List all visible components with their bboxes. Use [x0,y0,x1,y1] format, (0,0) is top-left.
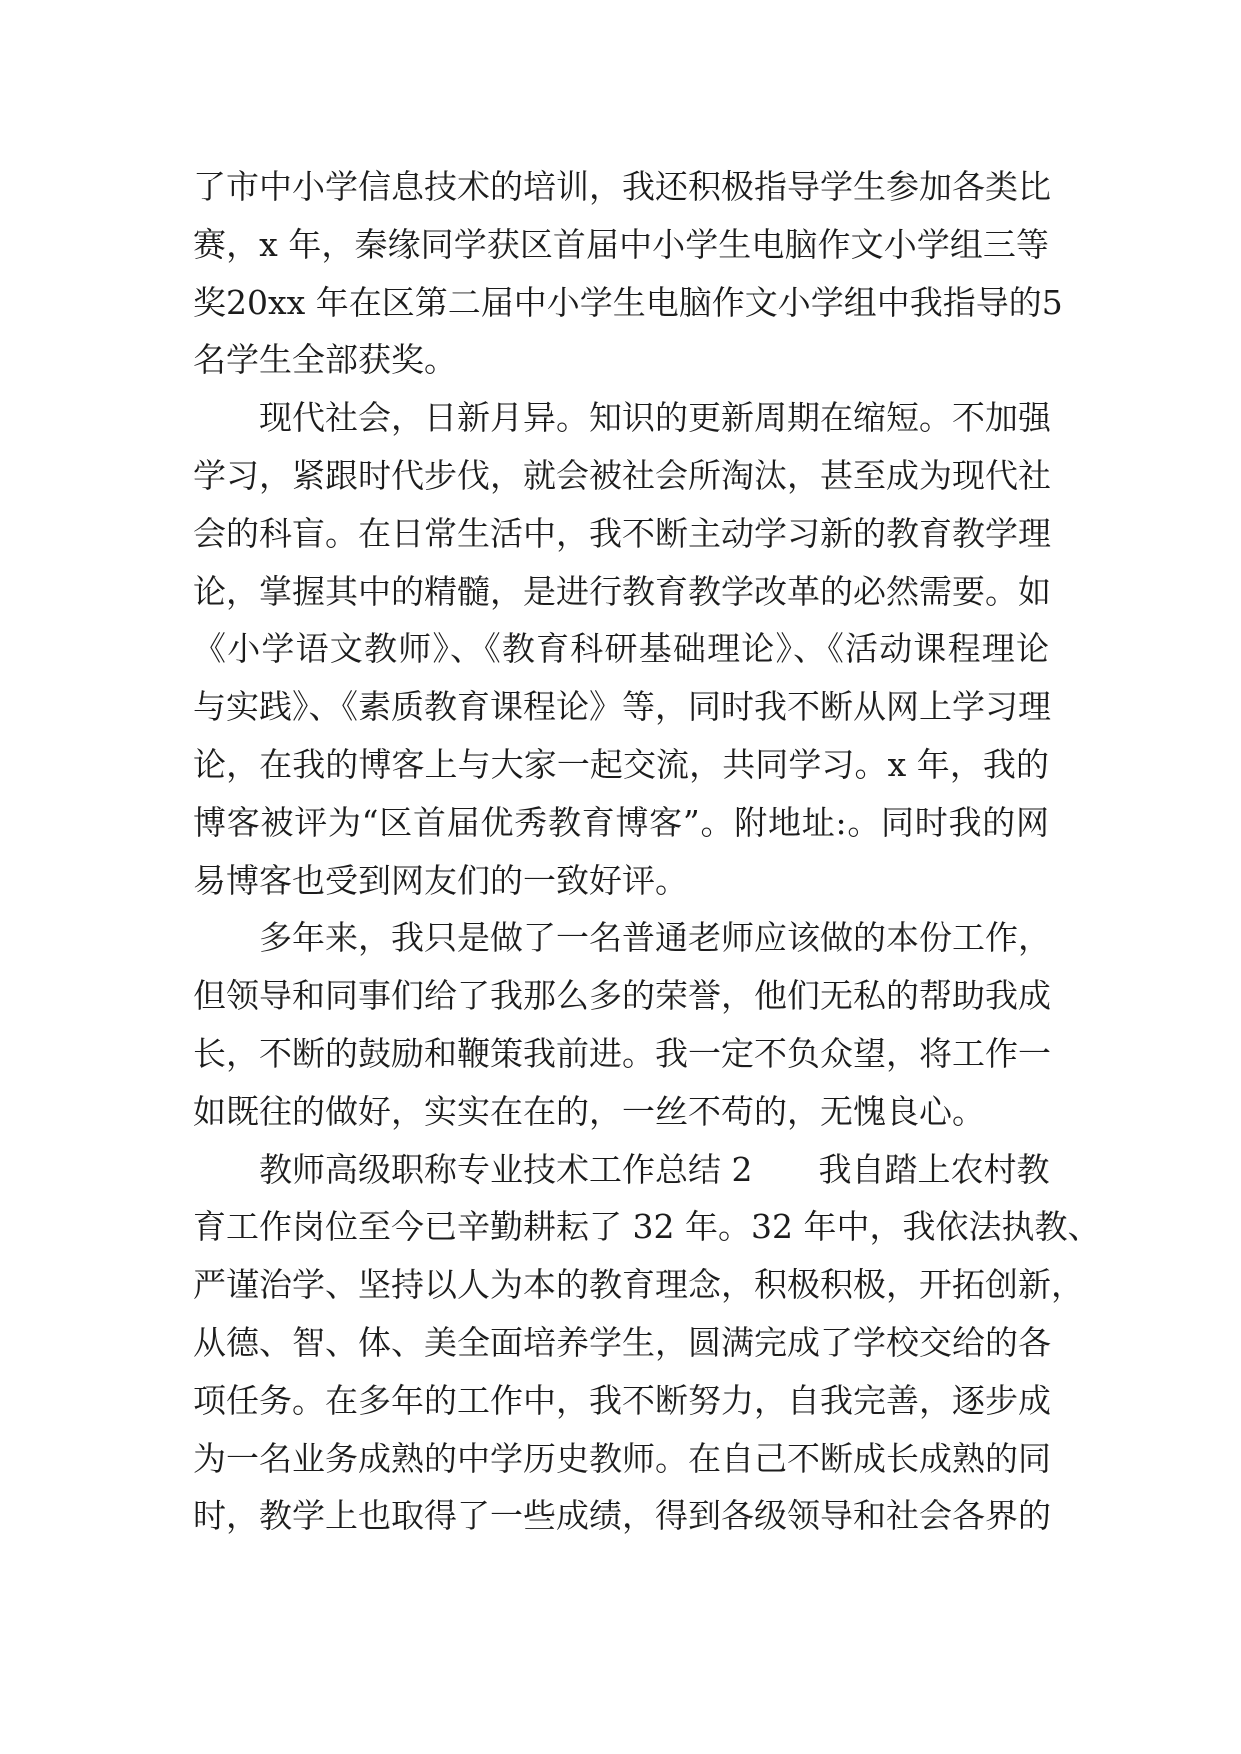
text-line: 论，掌握其中的精髓，是进行教育教学改革的必然需要。如 [193,571,1051,611]
text-line: 学习，紧跟时代步伐，就会被社会所淘汰，甚至成为现代社 [193,455,1051,495]
text-line: 但领导和同事们给了我那么多的荣誉，他们无私的帮助我成 [193,976,1051,1016]
text-line: 时，教学上也取得了一些成绩，得到各级领导和社会各界的 [193,1496,1051,1536]
text-line: 为一名业务成熟的中学历史教师。在自己不断成长成熟的同 [193,1438,1051,1478]
text-line: 如既往的做好，实实在在的，一丝不苟的，无愧良心。 [193,1091,985,1131]
text-line: 育工作岗位至今已辛勤耕耘了 32 年。32 年中，我依法执教、 [193,1207,1101,1247]
text-line: 论，在我的博客上与大家一起交流，共同学习。x 年，我的 [193,744,1049,784]
text-line: 会的科盲。在日常生活中，我不断主动学习新的教育教学理 [193,513,1051,553]
paragraph-first-line: 现代社会，日新月异。知识的更新周期在缩短。不加强 [259,398,1051,438]
paragraph-first-line: 多年来，我只是做了一名普通老师应该做的本份工作， [259,918,1051,958]
text-line: 博客被评为“区首届优秀教育博客”。附地址:。同时我的网 [193,802,1049,842]
text-line: 名学生全部获奖。 [193,340,457,380]
text-line: 项任务。在多年的工作中，我不断努力，自我完善，逐步成 [193,1380,1051,1420]
text-line: 了市中小学信息技术的培训，我还积极指导学生参加各类比 [193,167,1051,206]
text-line: 易博客也受到网友们的一致好评。 [193,860,688,900]
text-line: 从德、智、体、美全面培养学生，圆满完成了学校交给的各 [193,1322,1051,1362]
text-line: 长，不断的鼓励和鞭策我前进。我一定不负众望，将工作一 [193,1033,1051,1073]
text-line: 与实践》、《素质教育课程论》等，同时我不断从网上学习理 [193,687,1051,727]
section-heading-line: 教师高级职称专业技术工作总结 2 我自踏上农村教 [259,1149,1050,1189]
text-line: 赛，x 年，秦缘同学获区首届中小学生电脑作文小学组三等 [193,224,1049,264]
text-line: 奖20xx 年在区第二届中小学生电脑作文小学组中我指导的5 [193,282,1063,322]
document-body [193,158,1101,1545]
text-line: 严谨治学、坚持以人为本的教育理念，积极积极，开拓创新， [193,1265,1084,1305]
text-line: 《小学语文教师》、《教育科研基础理论》、《活动课程理论 [193,629,1049,669]
